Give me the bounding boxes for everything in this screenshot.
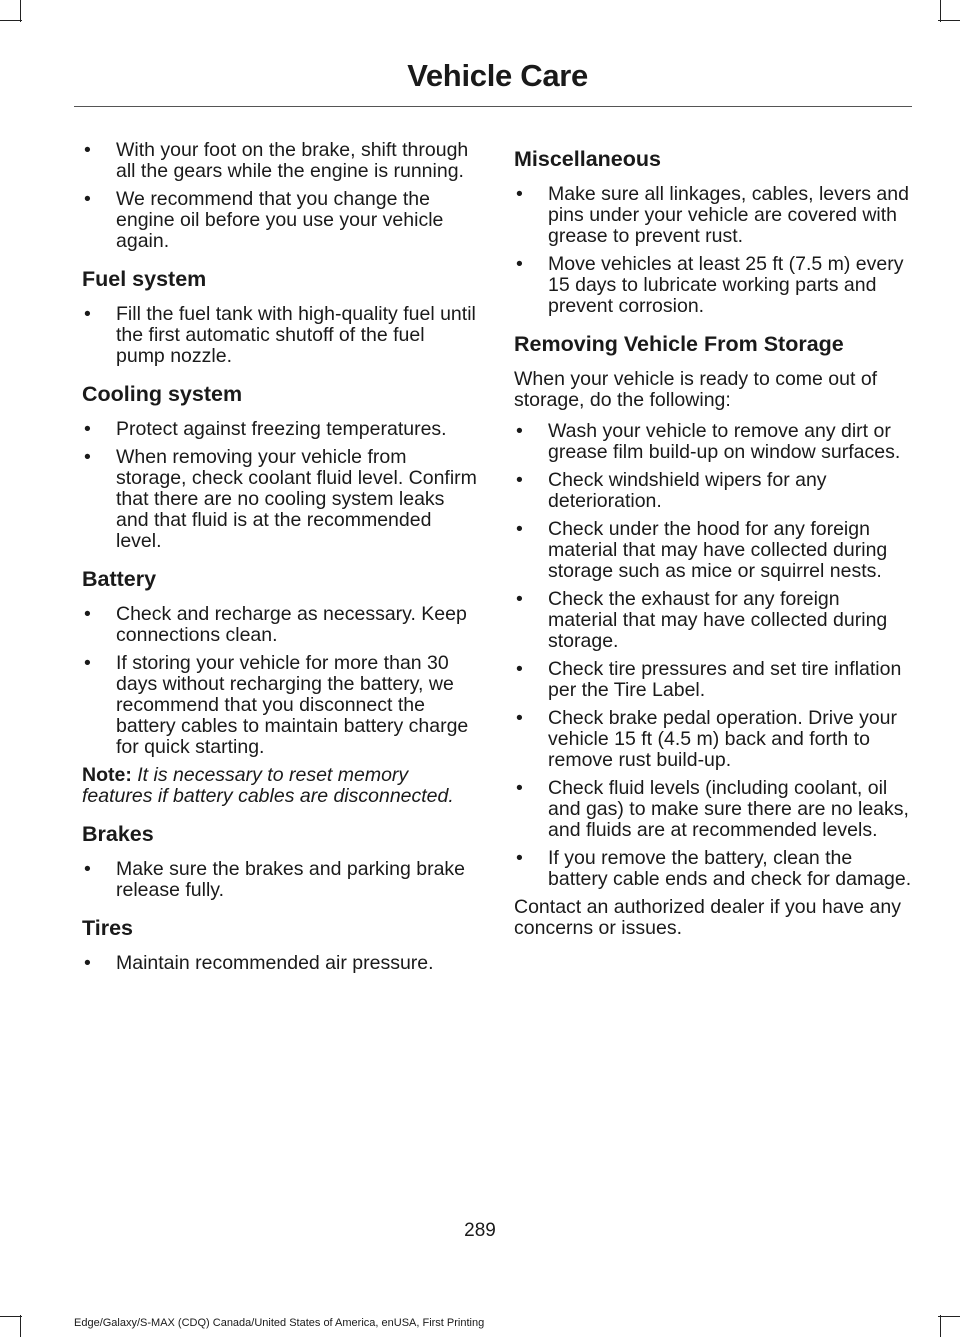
list-item: • If you remove the battery, clean the battery cable ends and check for damage.: [516, 847, 912, 890]
section-heading-fuel: Fuel system: [82, 267, 207, 291]
crop-mark-top-right-h: [938, 20, 960, 21]
list-item: • Check tire pressures and set tire inflation per the Tire Label.: [516, 658, 902, 701]
list-item: • Make sure the brakes and parking brake release fully.: [84, 858, 466, 901]
footer-edition: Edge/Galaxy/S-MAX (CDQ) Canada/United States of America, enUSA, First Printing: [74, 1317, 485, 1329]
list-item: • Check brake pedal operation. Drive your vehicle 15 ft (4.5 m) back and forth to remove rust build-up.: [516, 707, 898, 771]
bullet: •: [516, 777, 523, 799]
bullet: •: [84, 858, 91, 880]
bullet: •: [84, 418, 91, 440]
bullet: •: [84, 303, 91, 325]
list-item: • Check windshield wipers for any deterioration.: [516, 469, 827, 512]
bullet: •: [516, 253, 523, 275]
crop-mark-bottom-left-v: [20, 1315, 21, 1337]
header-divider: [74, 106, 912, 107]
right-column: [514, 132, 914, 949]
page-title: Vehicle Care: [407, 58, 588, 93]
top-bullet-list: [82, 140, 478, 252]
list-item: • We recommend that you change the engine oil before you use your vehicle again.: [84, 188, 444, 252]
crop-mark-top-right-v: [940, 0, 941, 22]
list-item: • Wash your vehicle to remove any dirt or grease film build-up on window surfaces.: [516, 420, 901, 463]
bullet: •: [84, 139, 91, 161]
list-item: • Check and recharge as necessary. Keep connections clean.: [84, 603, 467, 646]
list-item: • With your foot on the brake, shift through all the gears while the engine is running.: [84, 139, 469, 182]
note-text: It is necessary to reset memory features if battery cables are disconnected.: [82, 764, 454, 807]
misc-bullet-list: [514, 184, 914, 317]
list-item: • If storing your vehicle for more than 30 days without recharging the battery, we recommend that you disconnect the battery cables to maintain battery charge for quick starting.: [84, 652, 469, 758]
bullet: •: [516, 518, 523, 540]
bullet: •: [84, 603, 91, 625]
list-item: • Fill the fuel tank with high-quality fuel until the first automatic shutoff of the fuel pump nozzle.: [84, 303, 476, 367]
crop-mark-bottom-left-h: [0, 1316, 22, 1317]
bullet: •: [84, 446, 91, 468]
note-label: Note:: [82, 764, 132, 786]
list-item: • Check under the hood for any foreign material that may have collected during storage such as mice or squirrel nests.: [516, 518, 888, 582]
battery-bullet-list: [82, 604, 478, 758]
bullet: •: [516, 469, 523, 491]
crop-mark-bottom-right-v: [940, 1315, 941, 1337]
section-heading-brakes: Brakes: [82, 822, 154, 846]
bullet: •: [516, 420, 523, 442]
list-item: • Maintain recommended air pressure.: [84, 952, 434, 974]
section-heading-tires: Tires: [82, 916, 133, 940]
list-item: • When removing your vehicle from storage, check coolant fluid level. Confirm that there are no cooling system leaks and that fluid is at the recommended level.: [84, 446, 477, 552]
brakes-bullet-list: [82, 859, 478, 901]
list-item: • Protect against freezing temperatures.: [84, 418, 447, 440]
list-item: • Check fluid levels (including coolant, oil and gas) to make sure there are no leaks, and fluids are at recommended levels.: [516, 777, 909, 841]
cooling-bullet-list: [82, 419, 478, 552]
list-item: • Move vehicles at least 25 ft (7.5 m) every 15 days to lubricate working parts and prevent corrosion.: [516, 253, 904, 317]
fuel-bullet-list: [82, 304, 478, 367]
bullet: •: [516, 847, 523, 869]
list-item: • Make sure all linkages, cables, levers and pins under your vehicle are covered with grease to prevent rust.: [516, 183, 909, 247]
crop-mark-bottom-right-h: [938, 1316, 960, 1317]
section-heading-battery: Battery: [82, 567, 157, 591]
bullet: •: [516, 658, 523, 680]
bullet: •: [84, 952, 91, 974]
section-heading-cooling: Cooling system: [82, 382, 243, 406]
bullet: •: [516, 707, 523, 729]
bullet: •: [516, 183, 523, 205]
left-column: [82, 140, 478, 981]
tires-bullet-list: [82, 953, 478, 974]
bullet: •: [84, 188, 91, 210]
page-number: 289: [464, 1220, 496, 1241]
crop-mark-top-left-h: [0, 20, 22, 21]
list-item: • Check the exhaust for any foreign material that may have collected during storage.: [516, 588, 888, 652]
section-heading-removing: Removing Vehicle From Storage: [514, 332, 844, 356]
removing-intro: When your vehicle is ready to come out of storage, do the following:: [514, 368, 878, 411]
removing-bullet-list: [514, 421, 914, 890]
battery-note: [82, 765, 478, 807]
section-heading-misc: Miscellaneous: [514, 147, 661, 171]
crop-mark-top-left-v: [20, 0, 21, 22]
bullet: •: [516, 588, 523, 610]
bullet: •: [84, 652, 91, 674]
removing-closing: Contact an authorized dealer if you have any concerns or issues.: [514, 896, 902, 939]
